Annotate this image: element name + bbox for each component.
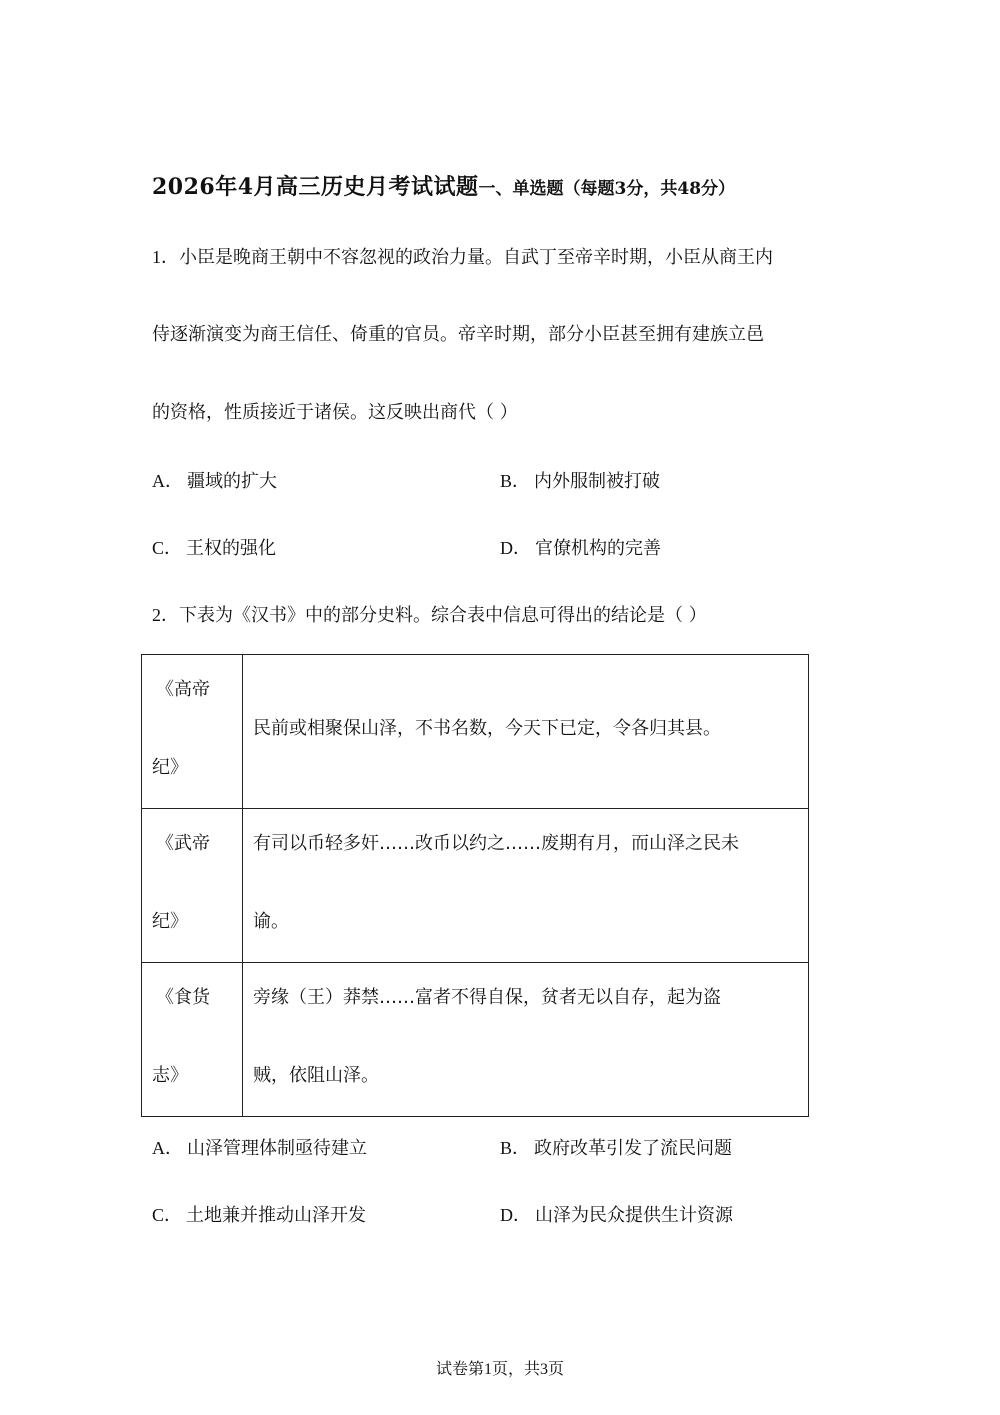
source-name-line: 纪》 [152,757,188,778]
table-row [142,655,809,809]
q1-option-d[interactable] [500,535,661,562]
content-line: 有司以币轻多奸……改币以约之……废期有月，而山泽之民未 [253,833,739,854]
question-1-line-3 [152,400,518,426]
option-text: 政府改革引发了流民问题 [534,1138,733,1159]
option-text: 官僚机构的完善 [535,538,661,559]
option-letter: B． [500,1138,531,1158]
option-letter: C． [152,1205,183,1225]
exam-title: 2026年4月高三历史月考试试题 [152,174,479,200]
table-row [142,809,809,963]
q1-option-b[interactable] [500,468,660,495]
table-cell-content [243,655,809,809]
table-cell-content [243,963,809,1117]
question-1-number: 1． [152,247,179,267]
content-line: 谕。 [253,911,289,932]
option-letter: B． [500,471,531,491]
option-text: 王权的强化 [186,538,277,559]
option-letter: A． [152,471,183,491]
page-footer: 试卷第1页，共3页 [435,1361,564,1378]
table-row [142,963,809,1117]
option-letter: D． [500,538,531,558]
source-name-line: 纪》 [152,911,188,932]
question-1-text-1: 小臣是晚商王朝中不容忽视的政治力量。自武丁至帝辛时期，小臣从商王内 [179,247,773,268]
question-1-line-2 [152,322,764,348]
option-text: 疆域的扩大 [187,471,277,492]
question-2-number: 2． [152,605,179,625]
option-letter: C． [152,538,183,558]
content-line: 民前或相聚保山泽，不书名数，今天下已定，令各归其县。 [253,718,721,739]
q1-option-c[interactable] [152,535,276,562]
option-text: 山泽管理体制亟待建立 [187,1138,367,1159]
question-2-text: 下表为《汉书》中的部分史料。综合表中信息可得出的结论是（ ） [179,605,707,626]
table-cell-source [142,963,243,1117]
question-1-text-3: 的资格，性质接近于诸侯。这反映出商代（ ） [152,402,518,423]
table-cell-source [142,655,243,809]
option-letter: A． [152,1138,183,1158]
q1-option-a[interactable] [152,468,277,495]
q2-option-a[interactable] [152,1135,367,1162]
q2-option-d[interactable] [500,1202,733,1229]
content-line: 旁缘（王）莽禁……富者不得自保，贫者无以自存，起为盗 [253,987,721,1008]
option-text: 内外服制被打破 [534,471,661,492]
content-line: 贼，依阻山泽。 [253,1065,379,1086]
source-name-line: 《食货 [156,987,210,1008]
option-text: 山泽为民众提供生计资源 [535,1205,733,1226]
page-title [152,170,735,201]
source-table [141,654,809,1117]
question-2-stem [152,602,707,629]
q2-option-c[interactable] [152,1202,366,1229]
source-name-line: 志》 [152,1065,188,1086]
question-1-text-2: 侍逐渐演变为商王信任、倚重的官员。帝辛时期，部分小臣甚至拥有建族立邑 [152,324,764,345]
source-name-line: 《高帝 [156,679,210,700]
q2-option-b[interactable] [500,1135,732,1162]
option-letter: D． [500,1205,531,1225]
table-cell-source [142,809,243,963]
section-heading: 一、单选题（每题3分，共48分） [478,179,736,199]
table-cell-content [243,809,809,963]
question-1-line-1 [152,244,773,271]
option-text: 土地兼并推动山泽开发 [186,1205,367,1226]
source-name-line: 《武帝 [156,833,210,854]
